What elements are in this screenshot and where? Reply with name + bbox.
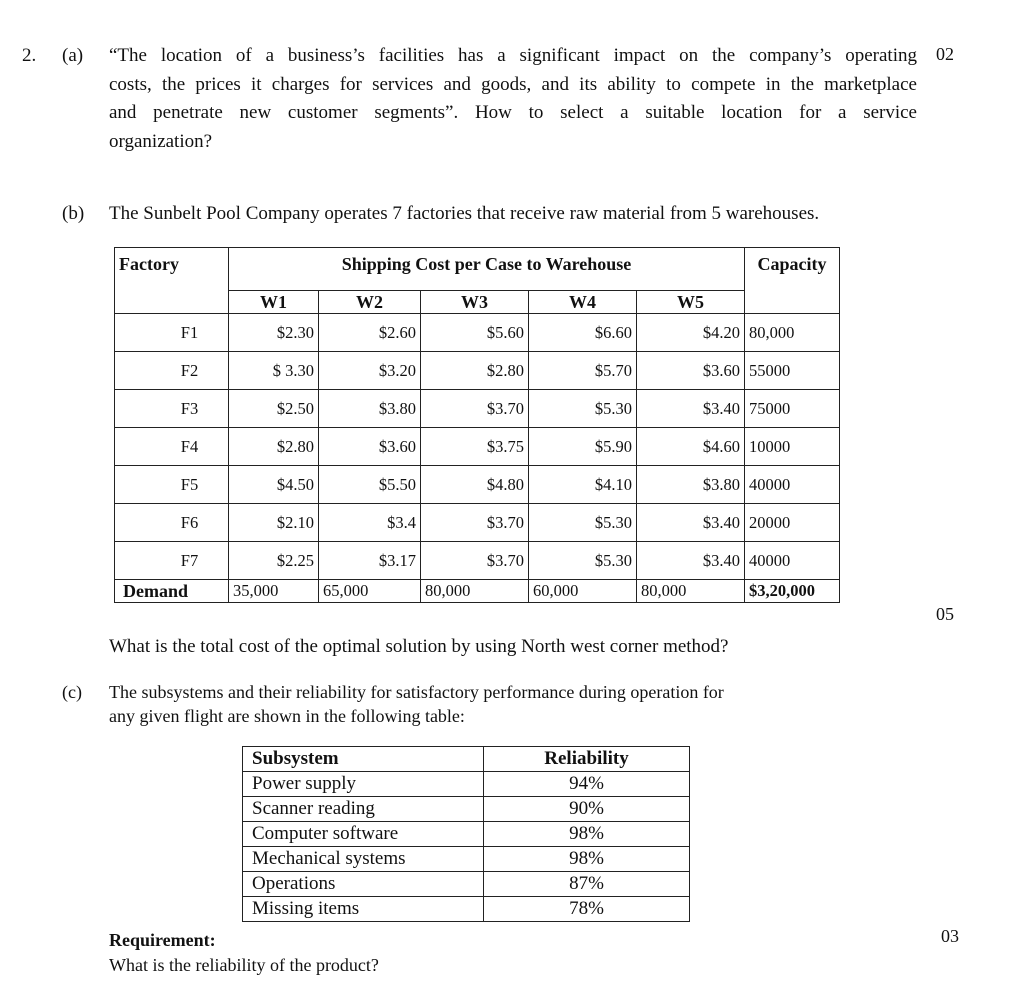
cost-cell: $2.50 [229,390,319,428]
transport-header-row [115,248,840,291]
cost-cell: $3.20 [319,352,421,390]
question-number: 2. [22,45,37,66]
table-row [115,390,840,428]
table-row [243,772,690,797]
subsystem-cell: Missing items [243,897,484,922]
subsystem-cell: Mechanical systems [243,847,484,872]
factory-cell: F5 [115,466,229,504]
table-row [243,822,690,847]
part-b-question: What is the total cost of the optimal solution by using North west corner method? [109,636,729,657]
capacity-cell: 55000 [745,352,840,390]
subsystem-cell: Operations [243,872,484,897]
table-row [115,314,840,352]
part-b-intro: The Sunbelt Pool Company operates 7 factories that receive raw material from 5 warehouses. [109,203,820,224]
warehouse-w2-header: W2 [319,291,421,314]
cost-cell: $5.70 [529,352,637,390]
demand-total-cell: $3,20,000 [745,580,840,603]
reliability-cell: 94% [484,772,690,797]
reliability-cell: 87% [484,872,690,897]
table-row [115,504,840,542]
part-c-marks: 03 [941,926,959,946]
reliability-header-row [243,747,690,772]
cost-cell: $5.30 [529,504,637,542]
cost-cell: $5.30 [529,542,637,580]
cost-cell: $4.20 [637,314,745,352]
capacity-cell: 40000 [745,466,840,504]
requirement-text: What is the reliability of the product? [109,955,379,975]
factory-cell: F1 [115,314,229,352]
cost-cell: $3.80 [637,466,745,504]
capacity-cell: 10000 [745,428,840,466]
cost-cell: $4.50 [229,466,319,504]
demand-cell: 35,000 [229,580,319,603]
reliability-header: Reliability [484,747,690,772]
capacity-cell: 80,000 [745,314,840,352]
table-row [243,872,690,897]
cost-cell: $3.17 [319,542,421,580]
part-b-marks: 05 [936,604,954,624]
cost-cell: $3.60 [637,352,745,390]
cost-cell: $3.4 [319,504,421,542]
part-a-marks: 02 [936,44,954,64]
demand-label: Demand [115,580,229,603]
capacity-cell: 20000 [745,504,840,542]
factory-header: Factory [115,248,229,291]
cost-cell: $ 3.30 [229,352,319,390]
demand-cell: 65,000 [319,580,421,603]
warehouse-w4-header: W4 [529,291,637,314]
reliability-table [242,746,690,922]
factory-header-spacer [115,291,229,314]
warehouse-w5-header: W5 [637,291,745,314]
part-a-line-2: costs, the prices it charges for services and goods, and its ability to compete in the marketplace [109,73,917,95]
table-row [115,428,840,466]
demand-row [115,580,840,603]
part-c-label: (c) [62,682,82,702]
transport-table [114,247,840,603]
cost-cell: $5.30 [529,390,637,428]
reliability-cell: 98% [484,822,690,847]
table-row [243,897,690,922]
reliability-cell: 78% [484,897,690,922]
cost-cell: $2.60 [319,314,421,352]
cost-cell: $3.70 [421,542,529,580]
cost-cell: $2.10 [229,504,319,542]
part-a-line-1: “The location of a business’s facilities has a significant impact on the company’s operating [109,45,917,66]
cost-cell: $4.80 [421,466,529,504]
cost-cell: $4.60 [637,428,745,466]
requirement-label: Requirement: [109,930,216,950]
cost-cell: $2.30 [229,314,319,352]
capacity-cell: 75000 [745,390,840,428]
cost-cell: $3.70 [421,390,529,428]
cost-cell: $2.25 [229,542,319,580]
factory-cell: F4 [115,428,229,466]
table-row [243,797,690,822]
part-a-text [109,42,917,156]
warehouse-w1-header: W1 [229,291,319,314]
reliability-cell: 90% [484,797,690,822]
table-row [115,352,840,390]
subsystem-cell: Scanner reading [243,797,484,822]
part-c-intro [109,680,724,728]
warehouse-header-row [115,291,840,314]
cost-cell: $5.60 [421,314,529,352]
cost-cell: $3.40 [637,542,745,580]
part-a-line-3: and penetrate new customer segments”. How to select a suitable location for a service [109,102,917,123]
table-row [115,466,840,504]
cost-cell: $5.90 [529,428,637,466]
cost-cell: $3.80 [319,390,421,428]
cost-cell: $3.40 [637,390,745,428]
subsystem-header: Subsystem [243,747,484,772]
cost-cell: $2.80 [229,428,319,466]
demand-cell: 80,000 [421,580,529,603]
part-a-line-4: organization? [109,130,213,152]
reliability-cell: 98% [484,847,690,872]
capacity-header-spacer [745,291,840,314]
cost-cell: $3.40 [637,504,745,542]
part-b-label: (b) [62,203,85,224]
cost-cell: $2.80 [421,352,529,390]
cost-cell: $6.60 [529,314,637,352]
part-c-intro-line-1: The subsystems and their reliability for satisfactory performance during operation for [109,682,724,702]
cost-cell: $3.70 [421,504,529,542]
factory-cell: F6 [115,504,229,542]
capacity-header: Capacity [745,248,840,291]
table-row [243,847,690,872]
warehouse-w3-header: W3 [421,291,529,314]
cost-cell: $3.60 [319,428,421,466]
factory-cell: F7 [115,542,229,580]
part-a-label: (a) [62,45,84,66]
demand-cell: 80,000 [637,580,745,603]
capacity-cell: 40000 [745,542,840,580]
subsystem-cell: Computer software [243,822,484,847]
factory-cell: F2 [115,352,229,390]
cost-cell: $5.50 [319,466,421,504]
shipping-cost-header: Shipping Cost per Case to Warehouse [229,248,745,291]
table-row [115,542,840,580]
cost-cell: $3.75 [421,428,529,466]
demand-cell: 60,000 [529,580,637,603]
part-c-intro-line-2: any given flight are shown in the following table: [109,706,465,726]
factory-cell: F3 [115,390,229,428]
subsystem-cell: Power supply [243,772,484,797]
cost-cell: $4.10 [529,466,637,504]
